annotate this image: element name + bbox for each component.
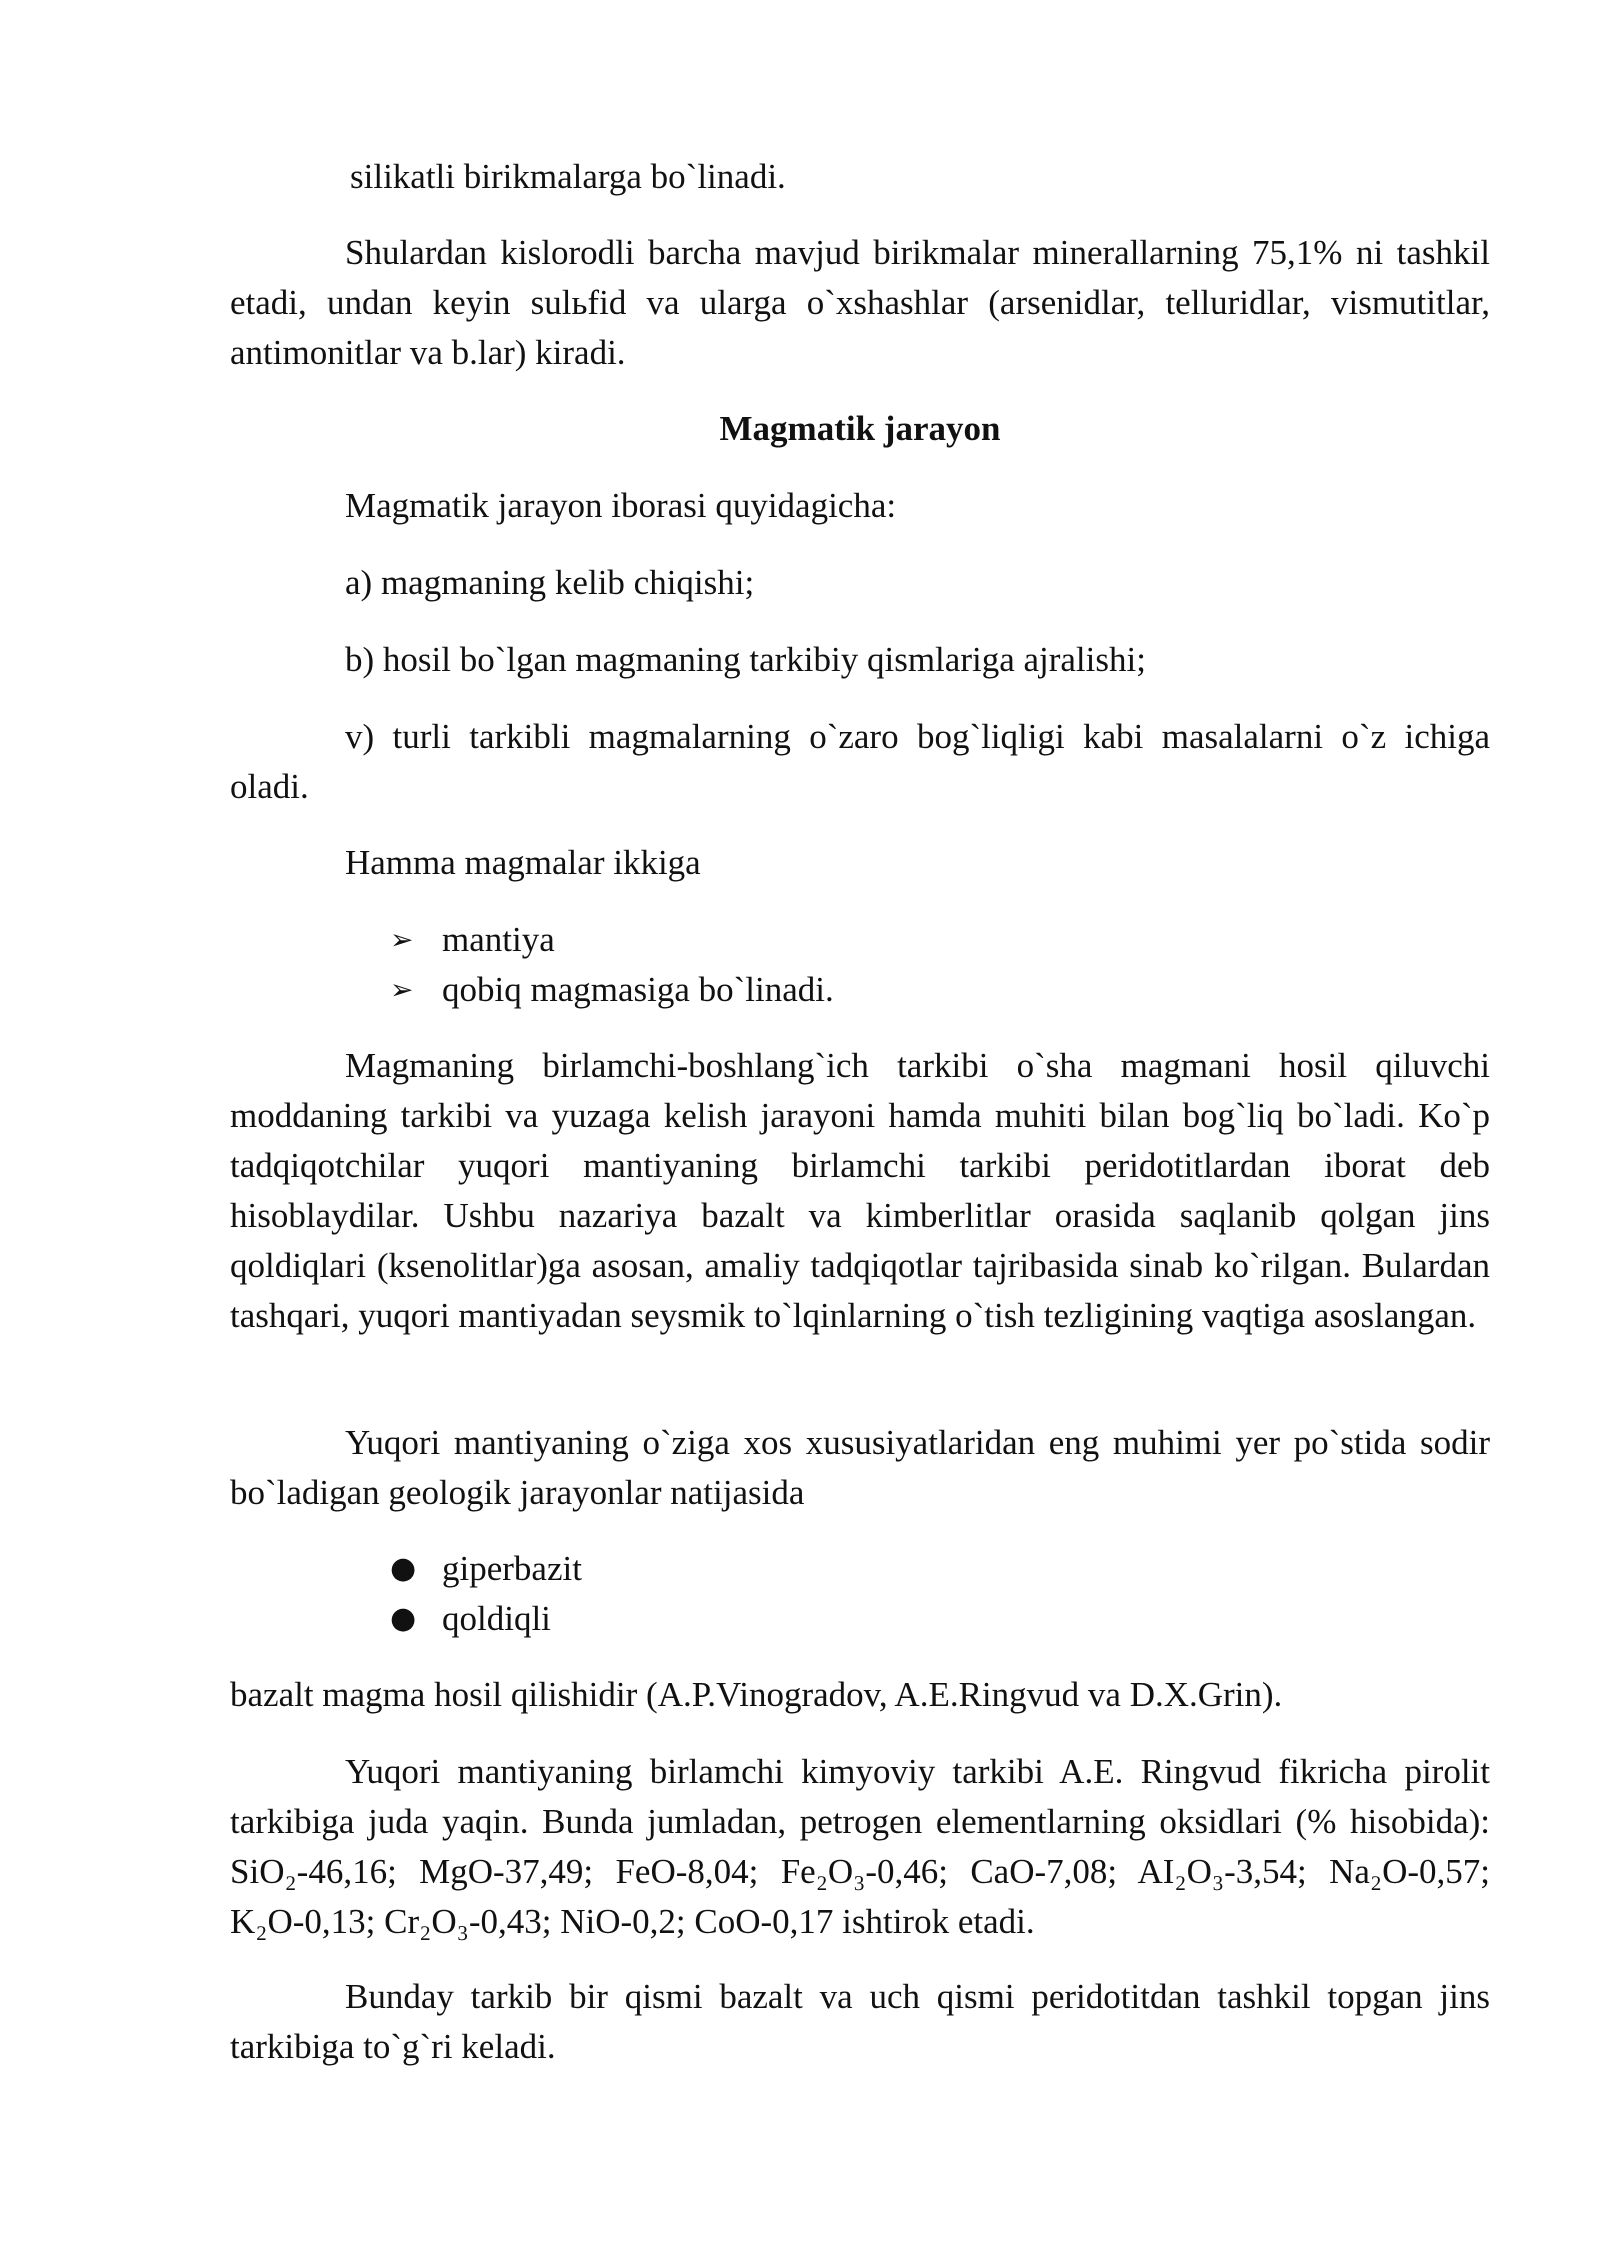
arrowhead-bullet-icon: ➢ xyxy=(390,973,414,1006)
magma-types-list xyxy=(390,915,834,1015)
paragraph-basalt-magma: bazalt magma hosil qilishidir (A.P.Vinogradov, A.E.Ringvud va D.X.Grin). xyxy=(230,1675,1283,1714)
round-bullet-icon: ● xyxy=(390,1551,417,1586)
paragraph-item-a: a) magmaning kelib chiqishi; xyxy=(345,563,755,602)
list-item-label: giperbazit xyxy=(442,1549,582,1588)
paragraph-upper-mantle: Yuqori mantiyaning o`ziga xos xususiyatlaridan eng muhimi yer po`stida sodir bo`ladigan geologik jarayonlar natijasida xyxy=(230,1423,1490,1512)
paragraph-item-b: b) hosil bo`lgan magmaning tarkibiy qismlariga ajralishi; xyxy=(345,640,1146,679)
arrowhead-bullet-icon: ➢ xyxy=(390,923,414,956)
paragraph-primary-composition: Magmaning birlamchi-boshlang`ich tarkibi o`sha magmani hosil qiluvchi moddaning tarkibi va yuzaga kelish jarayoni hamda muhiti bilan bog`liq bo`ladi. Ko`p tadqiqotchilar yuqori mantiyaning birlamchi tarkibi peridotitlardan iborat deb hisoblaydilar. Ushbu nazariya bazalt va kimberlitlar orasida saqlanib qolgan jins qoldiqlari (ksenolitlar)ga asosan, amaliy tadqiqotlar tajribasida sinab ko`rilgan. Bulardan tashqari, yuqori mantiyadan seysmik to`lqinlarning o`tish tezligining vaqtiga asoslangan. xyxy=(230,1046,1490,1335)
paragraph-chemical-composition: Yuqori mantiyaning birlamchi kimyoviy tarkibi A.E. Ringvud fikricha pirolit tarkibiga juda yaqin. Bunda jumladan, petrogen elementlarning oksidlari (% hisobida): SiO₂-46,16; MgO-37,49; FeO-8,04; Fe₂O₃-0,46; CaO-7,08; AI₂O₃-3,54; Na₂O-0,57; K₂O-0,13; Cr₂O₃-0,43; NiO-0,2; CoO-0,17 ishtirok etadi. xyxy=(230,1752,1490,1941)
list-item-label: mantiya xyxy=(442,920,555,959)
list-item-label: qobiq magmasiga bo`linadi. xyxy=(442,970,834,1009)
paragraph-two-types: Hamma magmalar ikkiga xyxy=(345,843,701,882)
list-item xyxy=(390,965,834,1015)
section-heading: Magmatik jarayon xyxy=(719,409,1001,448)
paragraph-continuation: silikatli birikmalarga bo`linadi. xyxy=(350,157,786,196)
list-item xyxy=(390,1544,582,1594)
round-bullet-icon: ● xyxy=(390,1601,417,1636)
paragraph-oxygen-compounds: Shulardan kislorodli barcha mavjud birikmalar minerallarning 75,1% ni tashkil etadi, undan keyin sulьfid va ularga o`xshashlar (arsenidlar, telluridlar, vismutitlar, antimonitlar va b.lar) kiradi. xyxy=(230,233,1490,372)
paragraph-intro: Magmatik jarayon iborasi quyidagicha: xyxy=(345,486,897,525)
list-item-label: qoldiqli xyxy=(442,1599,551,1638)
magma-kinds-list xyxy=(390,1544,582,1644)
paragraph-item-v: v) turli tarkibli magmalarning o`zaro bog`liqligi kabi masalalarni o`z ichiga oladi. xyxy=(230,717,1490,806)
list-item xyxy=(390,915,834,965)
paragraph-conclusion: Bunday tarkib bir qismi bazalt va uch qismi peridotitdan tashkil topgan jins tarkibiga to`g`ri keladi. xyxy=(230,1977,1490,2066)
list-item xyxy=(390,1594,582,1644)
